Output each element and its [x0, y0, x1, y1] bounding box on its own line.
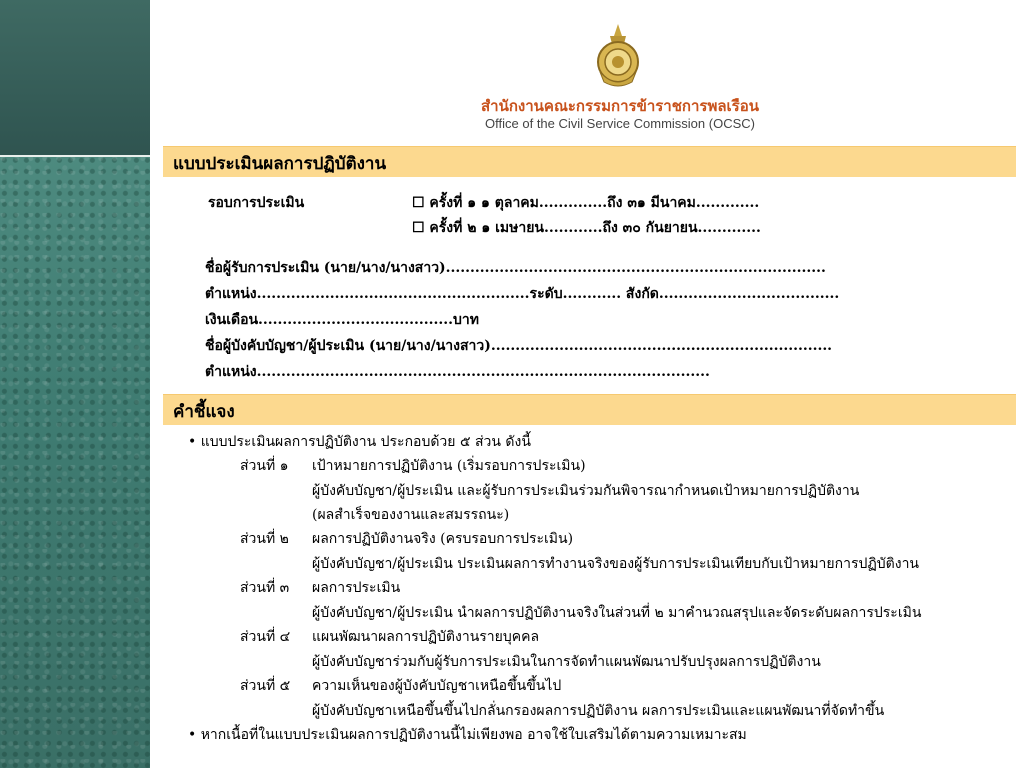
field-supervisor-name[interactable]: ชื่อผู้บังคับบัญชา/ผู้ประเมิน (นาย/นาง/นางสาว)......................................................................: [205, 338, 833, 354]
org-thai-name: สำนักงานคณะกรรมการข้าราชการพลเรือน: [481, 97, 759, 115]
part-5-heading: ความเห็นของผู้บังคับบัญชาเหนือขึ้นขึ้นไป: [312, 678, 562, 694]
part-5-label: ส่วนที่ ๕: [240, 678, 291, 694]
field-position-level-unit[interactable]: ตำแหน่ง........................................................ระดับ............ สังกัด.....................................: [205, 286, 840, 302]
part-2-desc: ผู้บังคับบัญชา/ผู้ประเมิน ประเมินผลการทำงานจริงของผู้รับการประเมินเทียบกับเป้าหมายการปฏิบัติงาน: [312, 556, 920, 572]
part-4-heading: แผนพัฒนาผลการปฏิบัติงานรายบุคคล: [312, 629, 540, 645]
part-1-heading: เป้าหมายการปฏิบัติงาน (เริ่มรอบการประเมิน): [312, 458, 586, 474]
form-title-bar: [163, 146, 1016, 177]
part-1-label: ส่วนที่ ๑: [240, 458, 289, 474]
field-salary[interactable]: เงินเดือน........................................บาท: [205, 312, 479, 328]
org-english-name: Office of the Civil Service Commission (OCSC): [485, 116, 755, 131]
part-4-label: ส่วนที่ ๔: [240, 629, 291, 645]
round-label: รอบการประเมิน: [208, 195, 305, 211]
instructions-intro: • แบบประเมินผลการปฏิบัติงาน ประกอบด้วย ๕ ส่วน ดังนี้: [188, 434, 531, 450]
part-3-heading: ผลการประเมิน: [312, 580, 401, 596]
round-option-2[interactable]: ☐ ครั้งที่ ๒ ๑ เมษายน............ถึง ๓๐ กันยายน.............: [412, 220, 761, 236]
part-1-desc-line-1: ผู้บังคับบัญชา/ผู้ประเมิน และผู้รับการประเมินร่วมกันพิจารณากำหนดเป้าหมายการปฏิบัติงาน: [312, 483, 860, 499]
field-supervisor-position[interactable]: ตำแหน่ง.............................................................................................: [205, 364, 710, 380]
instructions-title-bar: [163, 394, 1016, 425]
part-2-label: ส่วนที่ ๒: [240, 531, 289, 547]
form-title: แบบประเมินผลการปฏิบัติงาน: [173, 154, 387, 174]
instructions-title: คำชี้แจง: [173, 402, 235, 422]
part-2-heading: ผลการปฏิบัติงานจริง (ครบรอบการประเมิน): [312, 531, 574, 547]
round-option-1[interactable]: ☐ ครั้งที่ ๑ ๑ ตุลาคม..............ถึง ๓๑ มีนาคม.............: [412, 195, 760, 211]
instructions-footer-note: • หากเนื้อที่ในแบบประเมินผลการปฏิบัติงานนี้ไม่เพียงพอ อาจใช้ใบเสริมได้ตามความเหมาะสม: [188, 727, 747, 743]
part-1-desc-line-2: (ผลสำเร็จของงานและสมรรถนะ): [312, 507, 510, 523]
part-4-desc: ผู้บังคับบัญชาร่วมกับผู้รับการประเมินในการจัดทำแผนพัฒนาปรับปรุงผลการปฏิบัติงาน: [312, 654, 821, 670]
field-appraisee-name[interactable]: ชื่อผู้รับการประเมิน (นาย/นาง/นางสาว)..............................................................................: [205, 260, 826, 276]
part-3-label: ส่วนที่ ๓: [240, 580, 290, 596]
ocsc-emblem-logo: [592, 22, 644, 90]
part-3-desc: ผู้บังคับบัญชา/ผู้ประเมิน นำผลการปฏิบัติงานจริงในส่วนที่ ๒ มาคำนวณสรุปและจัดระดับผลการประเมิน: [312, 605, 922, 621]
part-5-desc: ผู้บังคับบัญชาเหนือขึ้นขึ้นไปกลั่นกรองผลการปฏิบัติงาน ผลการประเมินและแผนพัฒนาที่จัดทำขึ้น: [312, 703, 885, 719]
sidebar-top-panel: [0, 0, 150, 155]
sidebar-texture-panel: [0, 157, 150, 768]
